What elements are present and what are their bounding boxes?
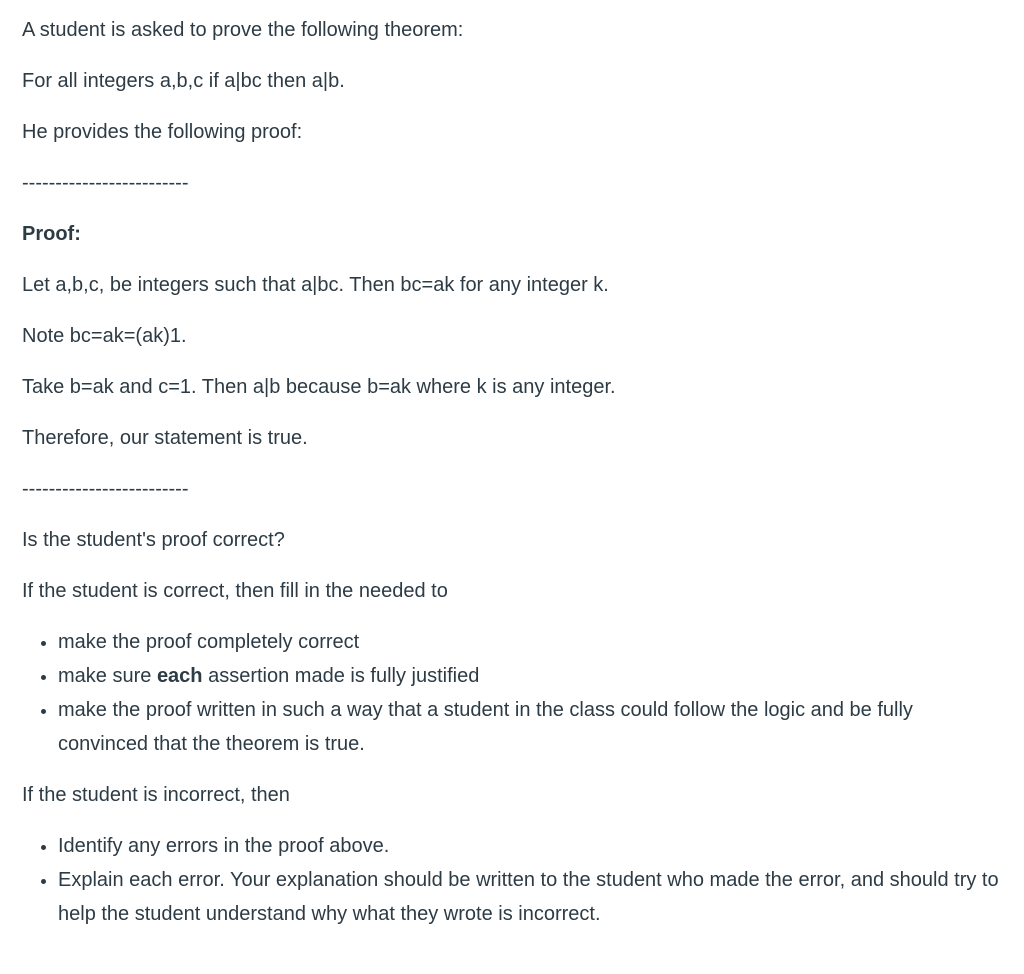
if-incorrect-lead: If the student is incorrect, then xyxy=(22,784,290,806)
list-item xyxy=(58,659,1002,693)
proof-heading: Proof: xyxy=(22,223,81,245)
intro-line: A student is asked to prove the following theorem: xyxy=(22,19,464,41)
proof-line-1: Let a,b,c, be integers such that a|bc. Then bc=ak for any integer k. xyxy=(22,274,609,296)
list-item-text: make sure xyxy=(58,665,157,687)
list-item-text: assertion made is fully justified xyxy=(202,665,480,687)
if-incorrect-list xyxy=(22,829,1002,931)
list-item xyxy=(58,625,1002,659)
list-item xyxy=(58,829,1002,863)
separator-bottom: ------------------------- xyxy=(22,478,189,500)
theorem-statement: For all integers a,b,c if a|bc then a|b. xyxy=(22,70,345,92)
if-correct-lead: If the student is correct, then fill in the needed to xyxy=(22,580,448,602)
list-item xyxy=(58,863,1002,931)
emphasis-each: each xyxy=(156,665,203,687)
list-item-text: Identify any errors in the proof above. xyxy=(58,835,390,857)
proof-intro-line: He provides the following proof: xyxy=(22,121,303,143)
separator-top: ------------------------- xyxy=(22,172,189,194)
list-item-text: make the proof written in such a way that a student in the class could follow the logic and be fully convinced that the theorem is true. xyxy=(58,699,913,755)
if-correct-list xyxy=(22,625,1002,761)
list-item-text: make the proof completely correct xyxy=(58,631,360,653)
proof-line-2: Note bc=ak=(ak)1. xyxy=(22,325,187,347)
question: Is the student's proof correct? xyxy=(22,529,285,551)
list-item xyxy=(58,693,1002,761)
proof-line-3: Take b=ak and c=1. Then a|b because b=ak where k is any integer. xyxy=(22,376,616,398)
proof-line-4: Therefore, our statement is true. xyxy=(22,427,308,449)
list-item-text: Explain each error. Your explanation should be written to the student who made the error, and should try to help the student understand why what they wrote is incorrect. xyxy=(58,869,999,925)
